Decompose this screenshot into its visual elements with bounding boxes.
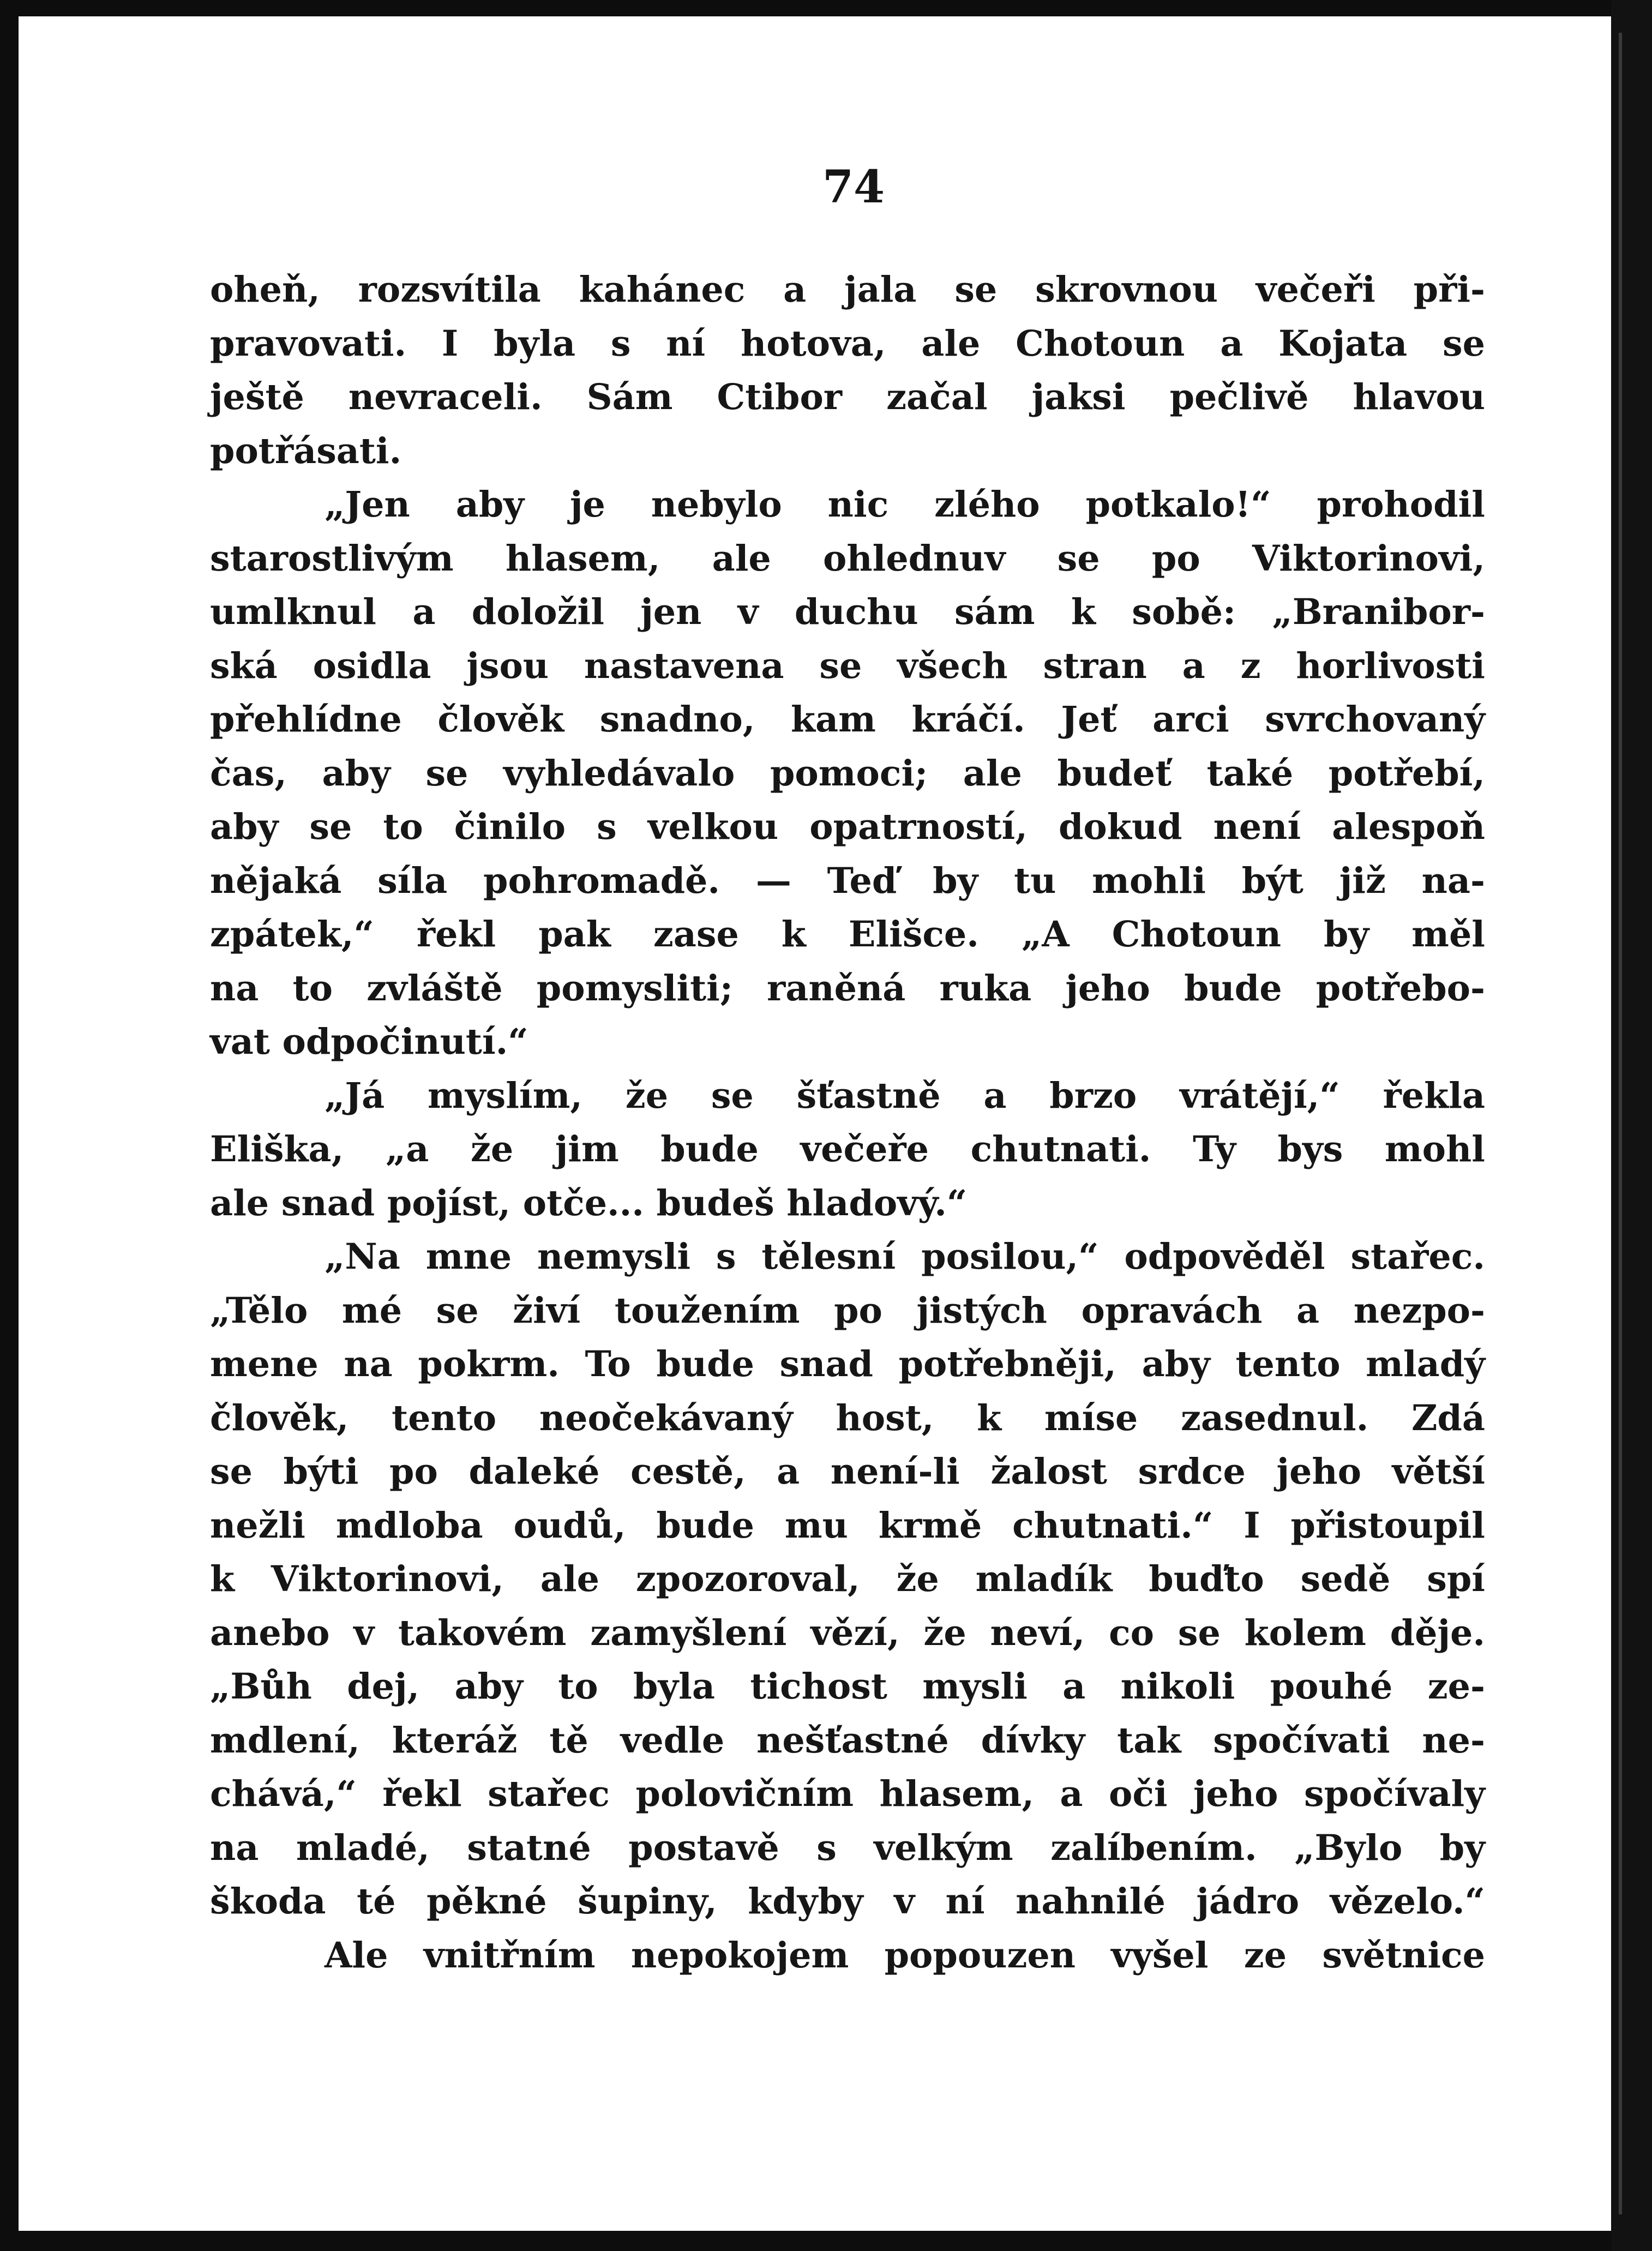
- text-line: „Já myslím, že se šťastně a brzo vrátějí,“ řekla: [325, 1075, 1485, 1117]
- scan-border-right: [1611, 0, 1652, 2251]
- text-line: vat odpočinutí.“: [210, 1021, 528, 1063]
- text-line: nějaká síla pohromadě. — Teď by tu mohli být již na-: [210, 860, 1485, 902]
- body-text: [210, 263, 1485, 1982]
- text-line: zpátek,“ řekl pak zase k Elišce. „A Chotoun by měl: [210, 914, 1485, 955]
- text-line: pravovati. I byla s ní hotova, ale Chotoun a Kojata se: [210, 322, 1485, 364]
- text-line: potřásati.: [210, 430, 402, 472]
- text-line: umlknul a doložil jen v duchu sám k sobě: „Branibor-: [210, 591, 1485, 633]
- text-line: oheň, rozsvítila kahánec a jala se skrovnou večeři při-: [210, 269, 1485, 310]
- text-line: anebo v takovém zamyšlení vězí, že neví, co se kolem děje.: [210, 1612, 1485, 1654]
- text-line: přehlídne člověk snadno, kam kráčí. Jeť arci svrchovaný: [210, 699, 1485, 740]
- text-line: starostlivým hlasem, ale ohlednuv se po Viktorinovi,: [210, 537, 1485, 579]
- text-line: „Na mne nemysli s tělesní posilou,“ odpověděl stařec.: [325, 1236, 1485, 1277]
- book-edge-line: [1619, 33, 1622, 2214]
- text-line: mdlení, kteráž tě vedle nešťastné dívky tak spočívati ne-: [210, 1719, 1485, 1761]
- text-line: ještě nevraceli. Sám Ctibor začal jaksi pečlivě hlavou: [210, 376, 1485, 418]
- text-line: čas, aby se vyhledávalo pomoci; ale budeť také potřebí,: [210, 752, 1485, 794]
- page-number: 74: [822, 161, 885, 213]
- text-line: na to zvláště pomysliti; raněná ruka jeho bude potřebo-: [210, 967, 1485, 1009]
- text-line: člověk, tento neočekávaný host, k míse zasednul. Zdá: [210, 1397, 1485, 1439]
- text-line: škoda té pěkné šupiny, kdyby v ní nahnilé jádro vězelo.“: [210, 1881, 1485, 1922]
- text-line: na mladé, statné postavě s velkým zalíbením. „Bylo by: [210, 1827, 1485, 1869]
- text-line: „Bůh dej, aby to byla tichost mysli a nikoli pouhé ze-: [210, 1666, 1485, 1707]
- text-line: ale snad pojíst, otče... budeš hladový.“: [210, 1182, 968, 1224]
- text-line: aby se to činilo s velkou opatrností, dokud není alespoň: [210, 806, 1485, 848]
- text-line: Eliška, „a že jim bude večeře chutnati. Ty bys mohl: [210, 1128, 1485, 1170]
- text-line: k Viktorinovi, ale zpozoroval, že mladík buďto sedě spí: [210, 1558, 1485, 1600]
- text-line: ská osidla jsou nastavena se všech stran a z horlivosti: [210, 645, 1485, 687]
- text-line: chává,“ řekl stařec polovičním hlasem, a oči jeho spočívaly: [210, 1773, 1485, 1815]
- text-line: se býti po daleké cestě, a není-li žalost srdce jeho větší: [210, 1451, 1485, 1492]
- text-line: mene na pokrm. To bude snad potřebněji, aby tento mladý: [210, 1343, 1485, 1385]
- text-line: „Tělo mé se živí toužením po jistých opravách a nezpo-: [210, 1289, 1485, 1331]
- text-line: „Jen aby je nebylo nic zlého potkalo!“ prohodil: [325, 484, 1485, 525]
- text-line: nežli mdloba oudů, bude mu krmě chutnati.“ I přistoupil: [210, 1504, 1485, 1546]
- text-line: Ale vnitřním nepokojem popouzen vyšel ze světnice: [325, 1934, 1485, 1976]
